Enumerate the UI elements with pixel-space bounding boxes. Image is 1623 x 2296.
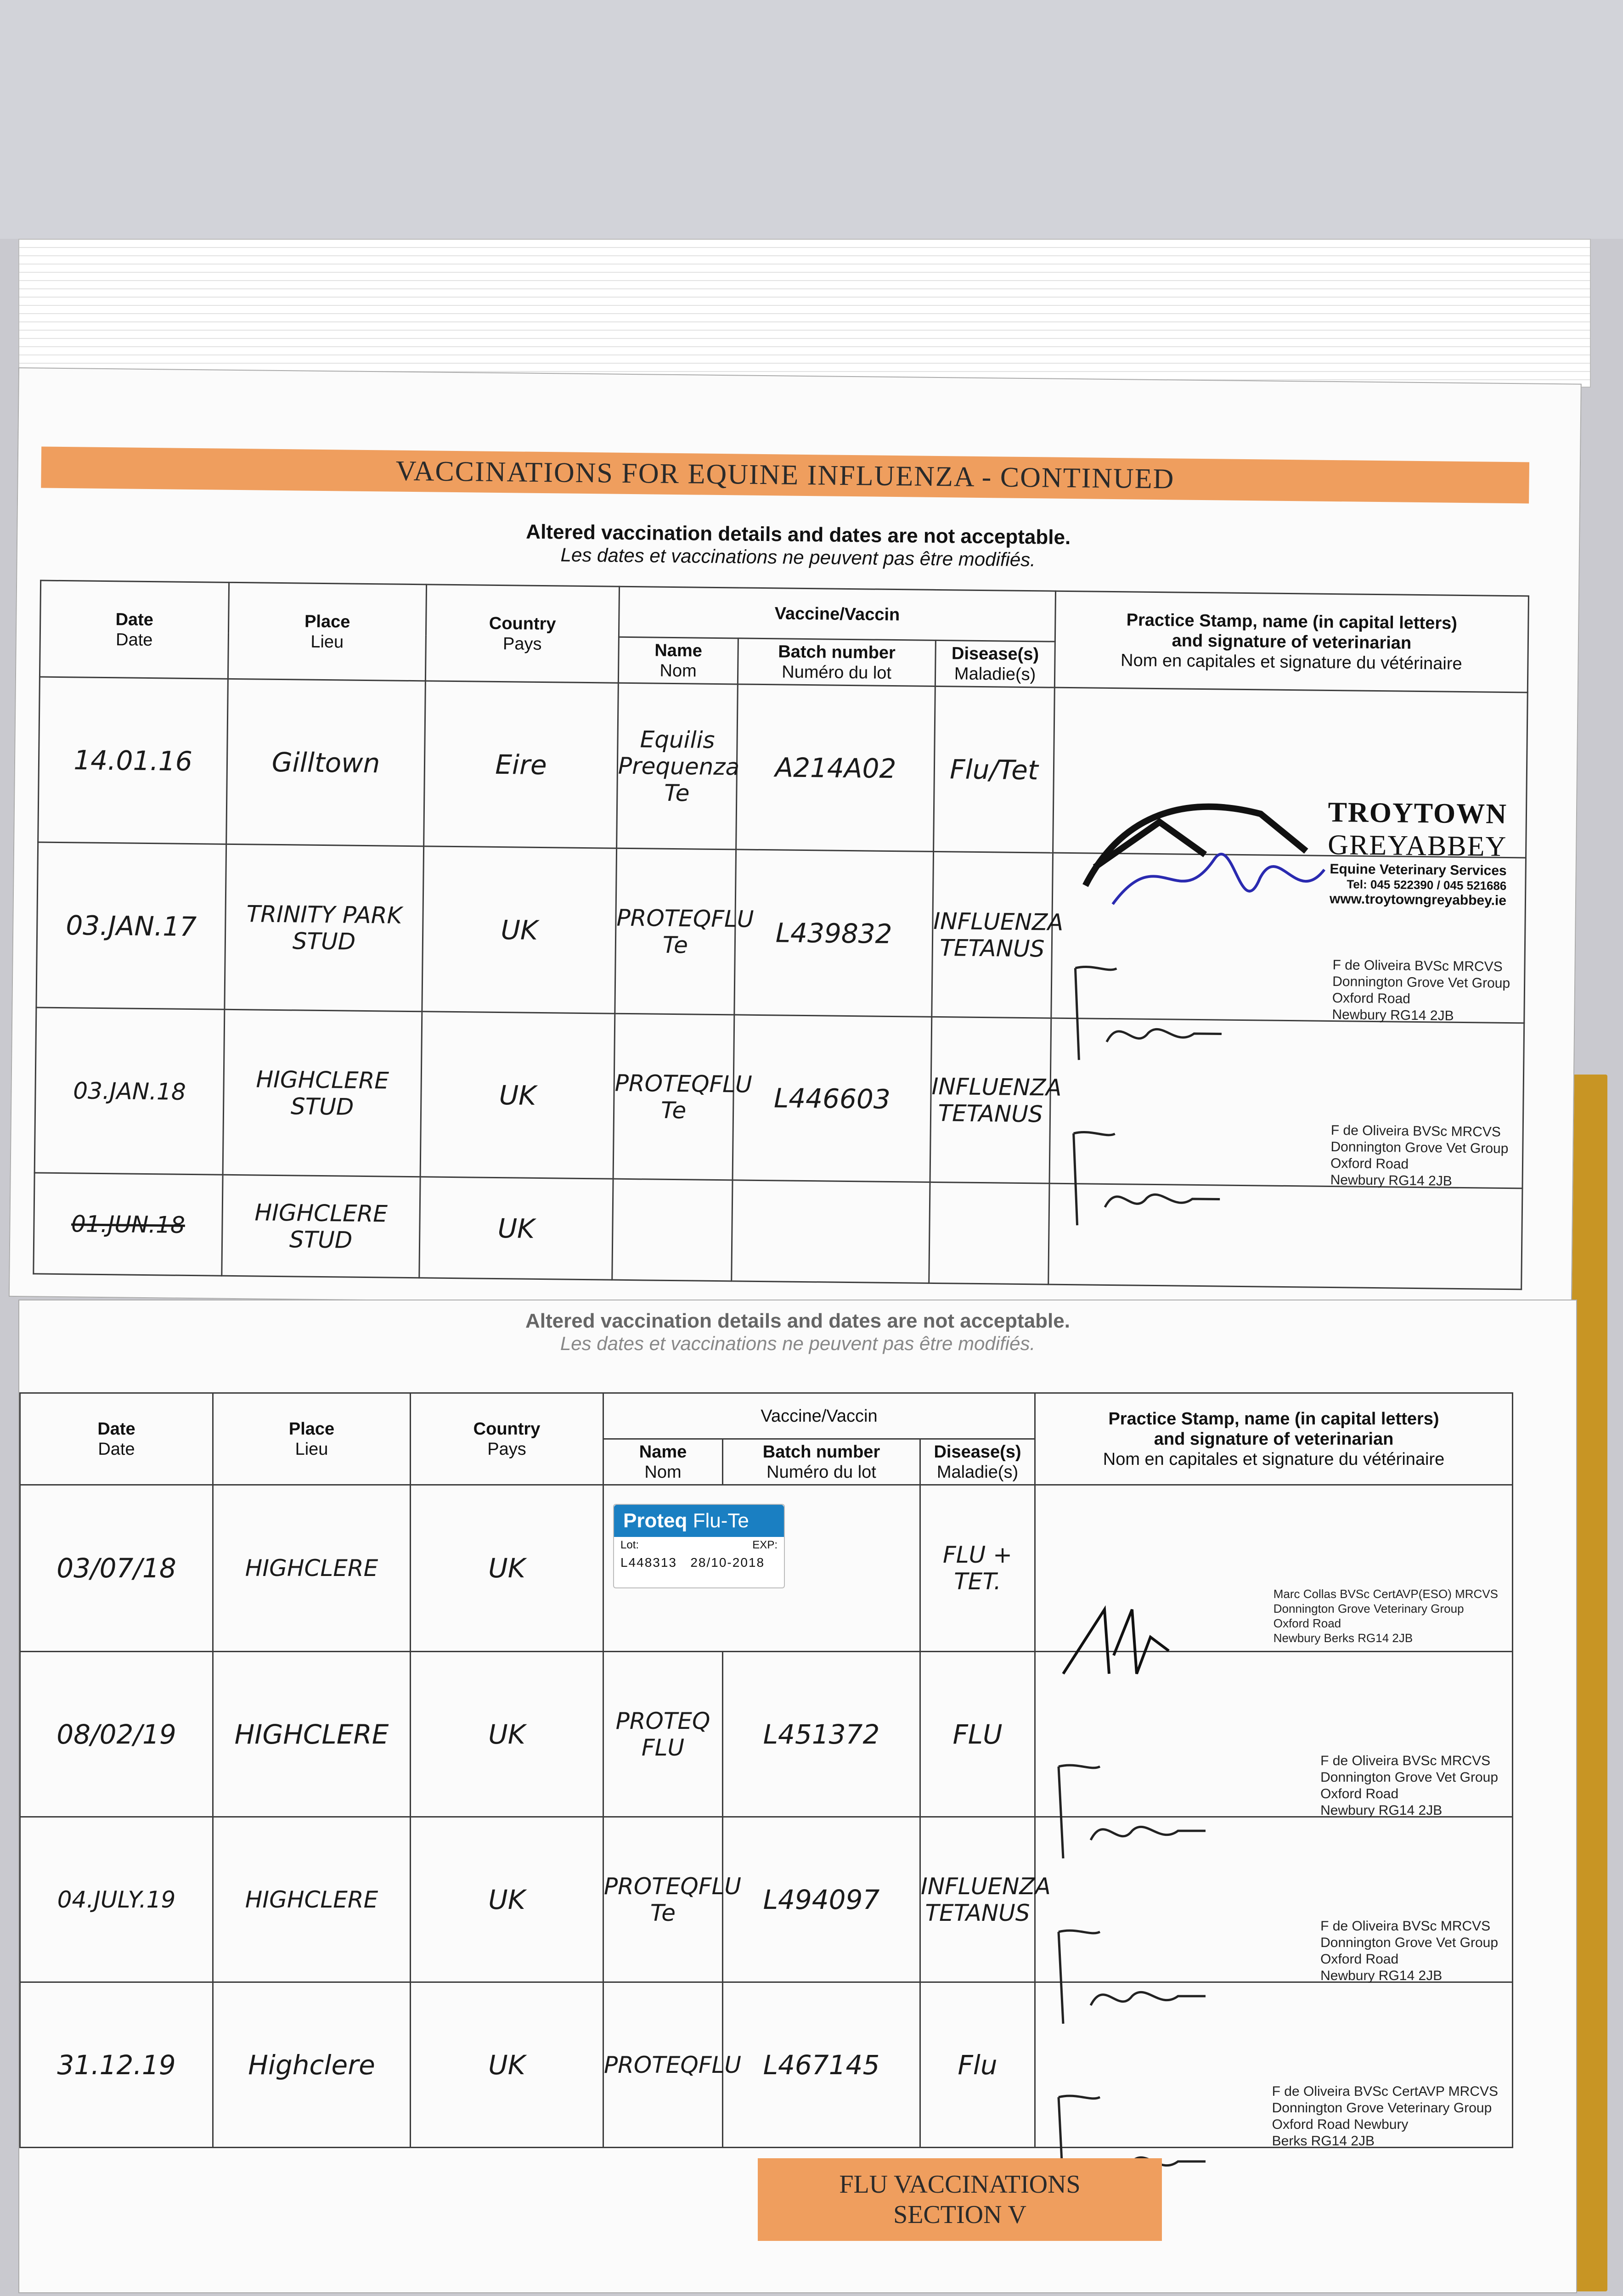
header-stamp: Practice Stamp, name (in capital letters) and signature of veterinarian Nom en capitales et signature du vétérinaire: [1035, 1393, 1513, 1485]
bottom-page: [18, 1300, 1577, 2293]
vaccine-name-cell: PROTEQ FLU: [603, 1652, 723, 1817]
practice-stamp: TROYTOWN GREYABBEY Equine Veterinary Services Tel: 045 522390 / 045 521686 www.troytowngreyabbey.ie: [1327, 796, 1508, 908]
place-cell: HIGHCLERE: [213, 1485, 411, 1652]
header-batch: Batch number Numéro du lot: [738, 638, 935, 686]
disease-cell: INFLUENZA TETANUS: [920, 1817, 1035, 1982]
scanner-background: [0, 0, 1623, 239]
header-date: Date Date: [20, 1393, 213, 1485]
notice-en: Altered vaccination details and dates are not acceptable.: [526, 520, 1071, 549]
footer-line2: SECTION V: [893, 2200, 1026, 2229]
country-cell: UK: [411, 1817, 603, 1982]
sticker-lot-label: Lot:: [620, 1539, 639, 1551]
country-cell: Eire: [424, 681, 619, 848]
header-disease: Disease(s) Maladie(s): [920, 1439, 1035, 1485]
date-cell: 08/02/19: [20, 1652, 213, 1817]
batch-cell: A214A02: [736, 684, 935, 851]
sticker-exp-label: EXP:: [752, 1539, 778, 1551]
practice-stamp: F de Oliveira BVSc MRCVS Donnington Grove Vet Group Oxford Road Newbury RG14 2JB: [1320, 1753, 1499, 1818]
country-cell: UK: [411, 1652, 603, 1817]
country-cell: UK: [419, 1177, 613, 1280]
footer-line1: FLU VACCINATIONS: [839, 2170, 1081, 2199]
notice-en: Altered vaccination details and dates are not acceptable.: [525, 1310, 1070, 1332]
header-name: Name Nom: [603, 1439, 723, 1485]
header-batch: Batch number Numéro du lot: [723, 1439, 920, 1485]
vaccine-name-cell: PROTEQFLU: [603, 1982, 723, 2148]
place-cell: HIGHCLERE STUD: [223, 1009, 422, 1176]
practice-stamp: Marc Collas BVSc CertAVP(ESO) MRCVS Donnington Grove Veterinary Group Oxford Road Newbury Berks RG14 2JB: [1273, 1587, 1499, 1645]
top-page: [9, 367, 1582, 1313]
header-country: Country Pays: [425, 585, 619, 683]
practice-stamp: F de Oliveira BVSc MRCVS Donnington Grove Vet Group Oxford Road Newbury RG14 2JB: [1330, 1122, 1509, 1189]
header-vaccine: Vaccine/Vaccin: [603, 1393, 1035, 1439]
stamp-cell: [1053, 687, 1528, 908]
vaccine-name-cell: [612, 1179, 733, 1281]
signature-mark: [1049, 1748, 1215, 1868]
disease-cell: INFLUENZA TETANUS: [932, 851, 1053, 1018]
header-disease: Disease(s) Maladie(s): [935, 640, 1055, 687]
signature-mark: [1049, 1582, 1187, 1692]
notice-fr: Les dates et vaccinations ne peuvent pas être modifiés.: [560, 1333, 1036, 1354]
vaccine-name-cell: Equilis Prequenza Te: [617, 683, 738, 850]
stacked-page-edges: [18, 239, 1591, 388]
batch-cell: L446603: [733, 1015, 932, 1182]
vaccination-table-top: [33, 580, 1529, 1290]
place-cell: HIGHCLERE STUD: [222, 1175, 420, 1277]
practice-stamp: F de Oliveira BVSc MRCVS Donnington Grove Vet Group Oxford Road Newbury RG14 2JB: [1332, 957, 1510, 1024]
date-cell: 04.JULY.19: [20, 1817, 213, 1982]
section-footer-tab: [758, 2158, 1162, 2241]
place-cell: Gilltown: [226, 679, 426, 846]
date-cell: 03.JAN.18: [34, 1007, 225, 1175]
product-sticker: [613, 1504, 785, 1588]
country-cell: UK: [411, 1982, 603, 2148]
date-cell: 14.01.16: [38, 677, 228, 844]
practice-stamp: F de Oliveira BVSc CertAVP MRCVS Donnington Grove Veterinary Group Oxford Road Newbury Berks RG14 2JB: [1272, 2083, 1499, 2149]
signature-mark: [1065, 949, 1232, 1070]
disease-cell: FLU: [920, 1652, 1035, 1817]
vaccine-name-cell: PROTEQFLU Te: [613, 1013, 734, 1180]
vaccination-table-bottom: [19, 1392, 1513, 2148]
header-place: Place Lieu: [213, 1393, 411, 1485]
table-row: [20, 1485, 1513, 1652]
table-row: [20, 1652, 1513, 1817]
signature-mark: [1063, 1114, 1230, 1236]
date-cell: 03.JAN.17: [36, 842, 226, 1009]
header-country: Country Pays: [411, 1393, 603, 1485]
disease-cell: INFLUENZA TETANUS: [930, 1017, 1051, 1183]
place-cell: HIGHCLERE: [213, 1817, 411, 1982]
practice-stamp: F de Oliveira BVSc MRCVS Donnington Grove Vet Group Oxford Road Newbury RG14 2JB: [1320, 1918, 1499, 1983]
disease-cell: [929, 1182, 1049, 1284]
country-cell: UK: [411, 1485, 603, 1652]
date-cell: 03/07/18: [20, 1485, 213, 1652]
header-place: Place Lieu: [228, 582, 426, 681]
table-row: [38, 677, 1528, 858]
header-date: Date Date: [39, 580, 229, 679]
place-cell: HIGHCLERE: [213, 1652, 411, 1817]
disease-cell: FLU + TET.: [920, 1485, 1035, 1652]
table-row: [34, 1173, 1522, 1289]
country-cell: UK: [422, 846, 617, 1013]
batch-cell: L494097: [723, 1817, 920, 1982]
top-notice: [17, 515, 1579, 577]
place-cell: TRINITY PARK STUD: [225, 844, 424, 1011]
batch-cell: L467145: [723, 1982, 920, 2148]
sticker-lot: L448313: [620, 1555, 677, 1570]
section-title: VACCINATIONS FOR EQUINE INFLUENZA - CONTINUED: [41, 447, 1529, 504]
product-label-cell: [603, 1485, 920, 1652]
table-row: [20, 1982, 1513, 2148]
sticker-exp: 28/10-2018: [690, 1555, 765, 1570]
date-cell: 01.JUN.18: [34, 1173, 223, 1276]
disease-cell: Flu: [920, 1982, 1035, 2148]
table-row: [20, 1817, 1513, 1982]
batch-cell: L439832: [734, 850, 934, 1017]
batch-cell: [732, 1180, 930, 1283]
country-cell: UK: [420, 1012, 615, 1179]
place-cell: Highclere: [213, 1982, 411, 2148]
sticker-brand: Proteq Flu-Te: [614, 1505, 784, 1537]
batch-cell: L451372: [723, 1652, 920, 1817]
vaccine-name-cell: PROTEQFLU Te: [615, 848, 736, 1015]
header-stamp: Practice Stamp, name (in capital letters) and signature of veterinarian Nom en capitales et signature du vétérinaire: [1054, 591, 1528, 692]
notice-fr: Les dates et vaccinations ne peuvent pas être modifiés.: [560, 544, 1036, 571]
stamp-cell: [1035, 1485, 1513, 1652]
vaccine-name-cell: PROTEQFLU Te: [603, 1817, 723, 1982]
disease-cell: Flu/Tet: [934, 686, 1055, 853]
signature-mark: [1049, 1913, 1215, 2033]
date-cell: 31.12.19: [20, 1982, 213, 2148]
header-name: Name Nom: [618, 637, 738, 684]
bottom-notice: [19, 1310, 1576, 1355]
table-row: [34, 1007, 1524, 1188]
signature-mark: [1066, 784, 1343, 924]
header-vaccine: Vaccine/Vaccin: [619, 586, 1055, 642]
